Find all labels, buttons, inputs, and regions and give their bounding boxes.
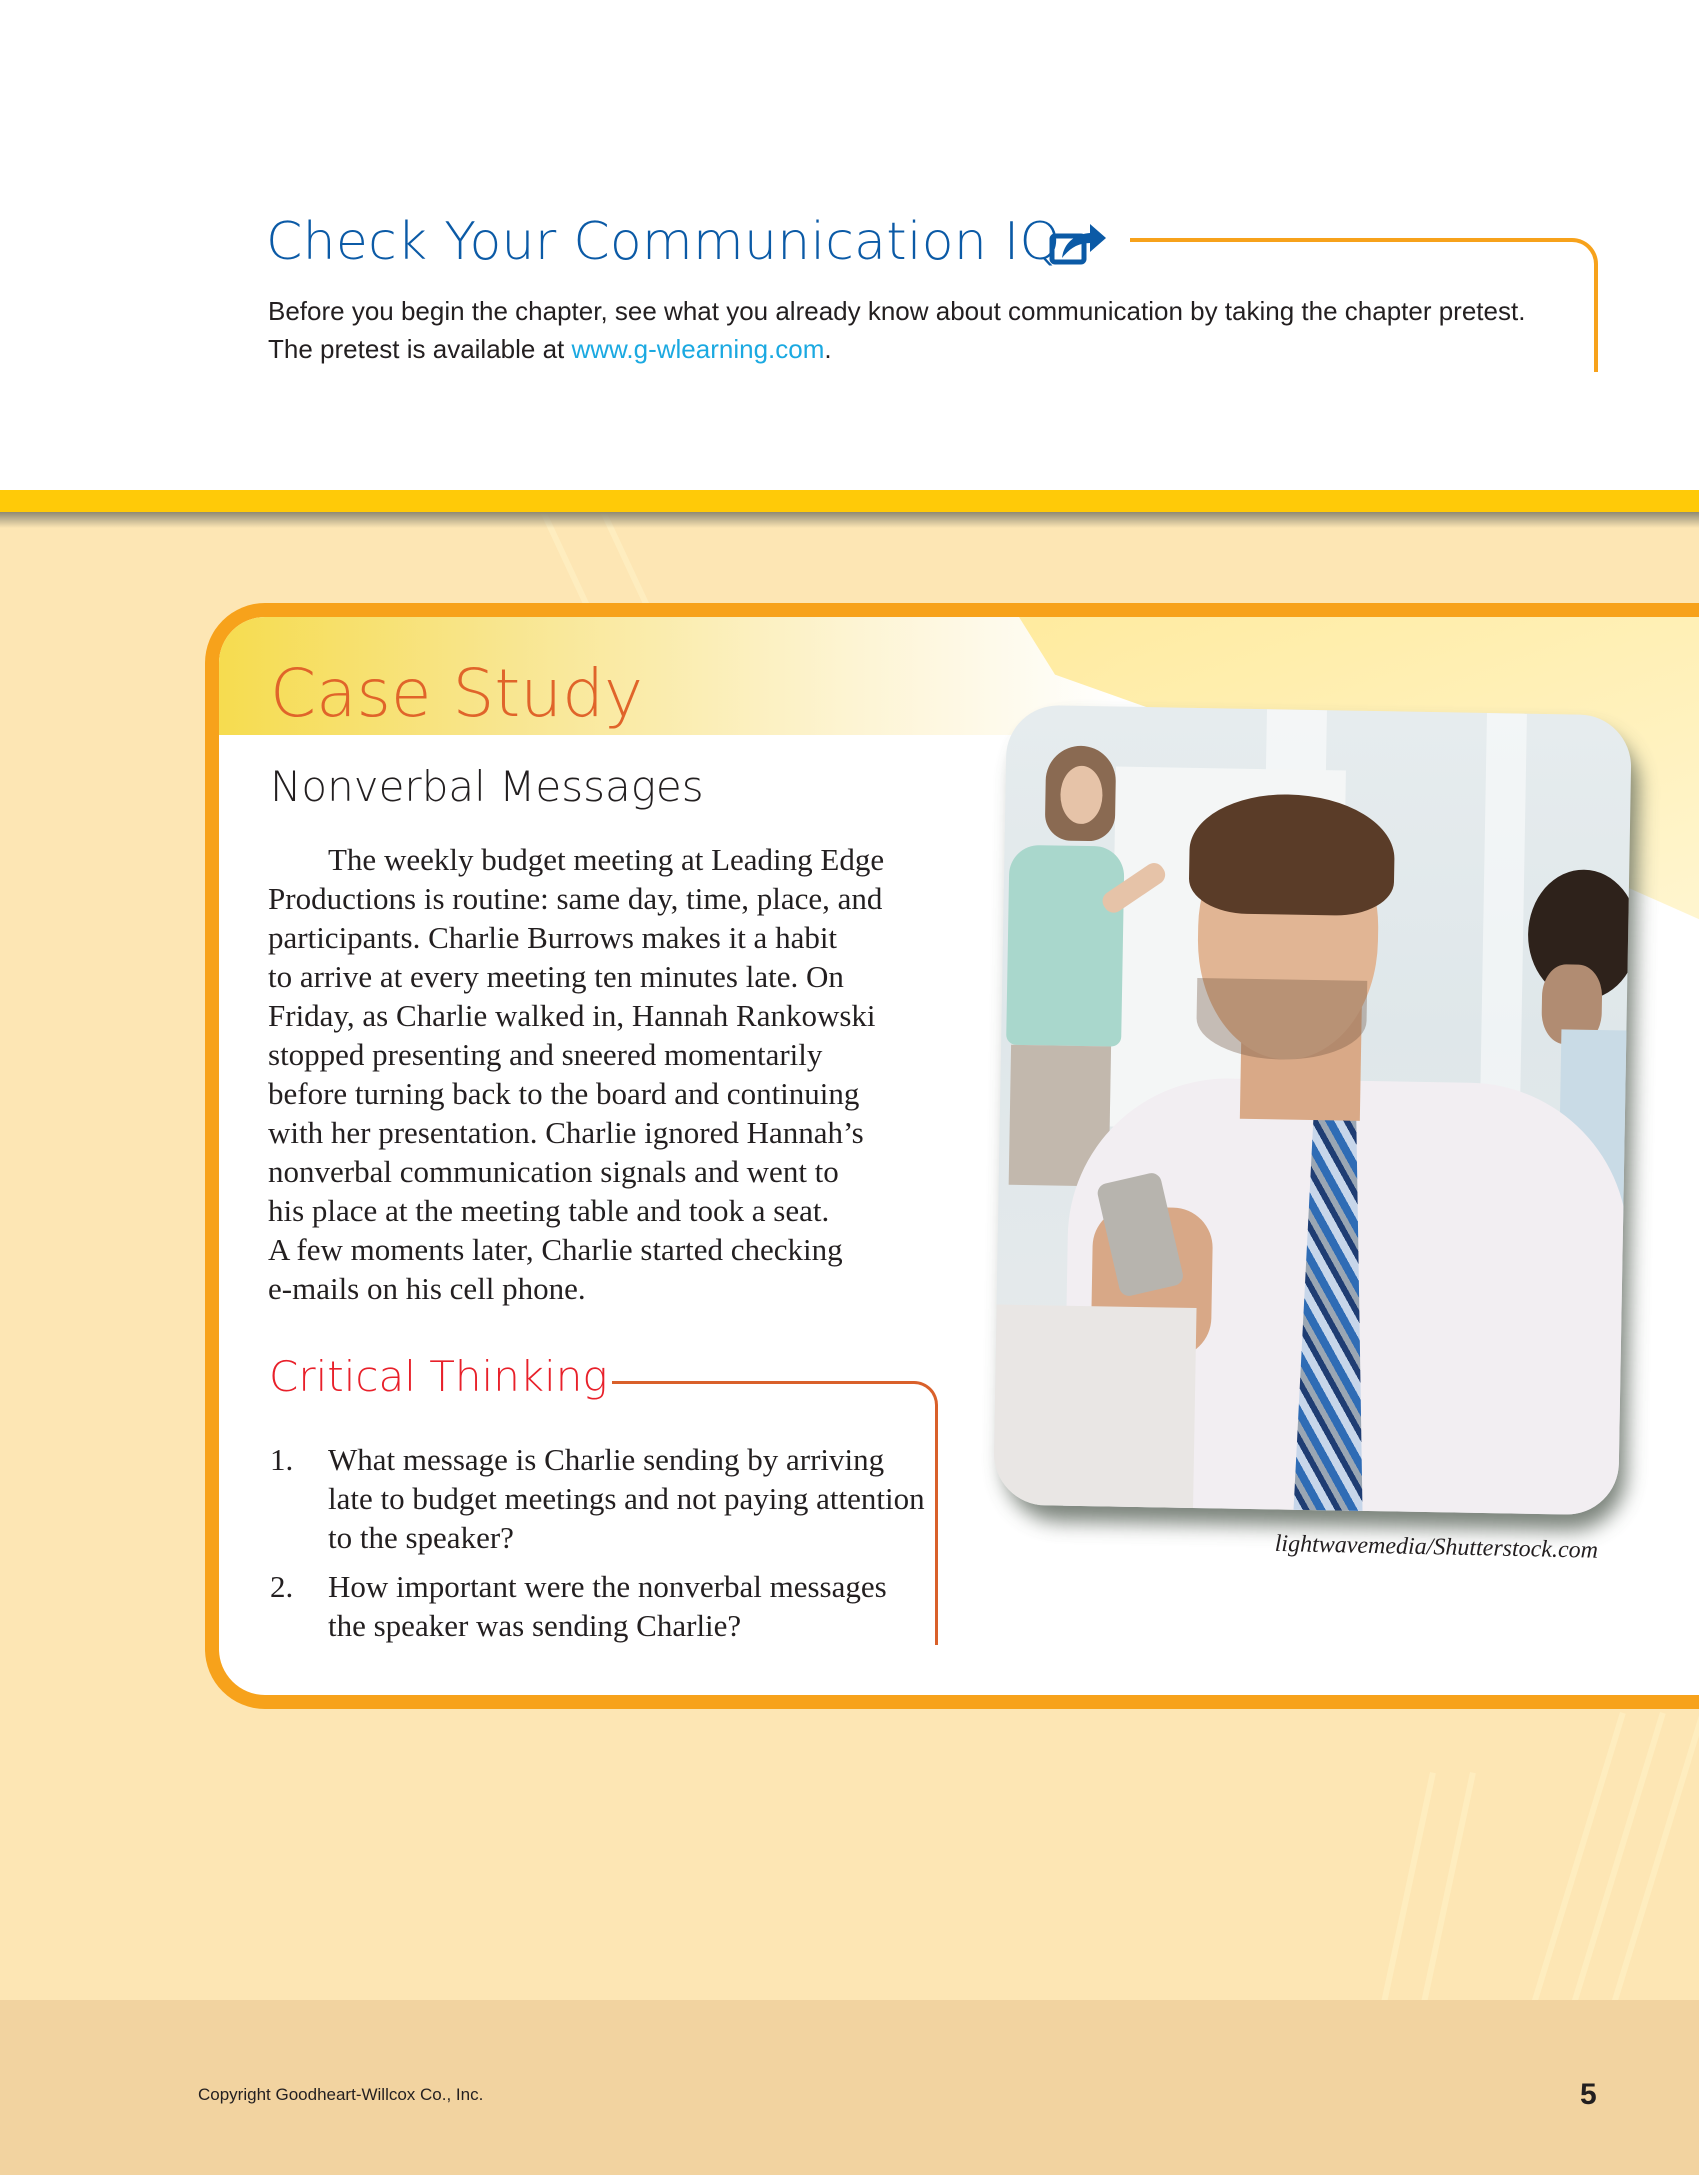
paragraph-line: with her presentation. Charlie ignored Hannah’s	[268, 1115, 864, 1150]
paragraph-line: A few moments later, Charlie started checking	[268, 1232, 843, 1267]
band-shadow	[0, 512, 1699, 528]
check-iq-title: Check Your Communication IQ	[266, 212, 1061, 272]
paragraph-line: Productions is routine: same day, time, place, and	[268, 881, 883, 916]
paragraph-line: participants. Charlie Burrows makes it a habit	[268, 920, 838, 955]
paragraph-line: stopped presenting and sneered momentarily	[268, 1037, 823, 1072]
question-number: 1.	[270, 1442, 294, 1477]
paragraph-line: to arrive at every meeting ten minutes late. On	[268, 959, 844, 994]
paragraph-line: Friday, as Charlie walked in, Hannah Rankowski	[268, 998, 876, 1033]
paragraph-line: before turning back to the board and continuing	[268, 1076, 860, 1111]
critical-thinking-questions	[270, 1440, 930, 1655]
critical-thinking-title: Critical Thinking	[269, 1352, 612, 1401]
case-study-paragraph	[268, 840, 948, 1308]
case-study-subtitle: Nonverbal Messages	[270, 762, 704, 811]
yellow-divider-band	[0, 490, 1699, 512]
iq-intro-prefix: Before you begin the chapter, see what you already know about communication by taking the chapter pretest. The pretest is available at	[268, 296, 1526, 364]
question-item	[270, 1440, 930, 1557]
paragraph-line: The weekly budget meeting at Leading Edge	[328, 842, 885, 877]
paragraph-line: e-mails on his cell phone.	[268, 1271, 586, 1306]
photo-credit: lightwavemedia/Shutterstock.com	[1274, 1530, 1599, 1564]
iq-intro-text	[268, 292, 1528, 368]
paragraph-line: his place at the meeting table and took a seat.	[268, 1193, 830, 1228]
case-study-photo	[993, 705, 1632, 1516]
question-text: What message is Charlie sending by arriving late to budget meetings and not paying attention to the speaker?	[328, 1442, 925, 1555]
paragraph-line: nonverbal communication signals and went to	[268, 1154, 839, 1189]
share-icon[interactable]	[1048, 218, 1108, 266]
page-number: 5	[1580, 2078, 1597, 2111]
case-study-heading: Case Study	[270, 655, 644, 732]
question-text: How important were the nonverbal messages the speaker was sending Charlie?	[328, 1569, 887, 1643]
iq-intro-suffix: .	[824, 334, 832, 364]
copyright-notice: Copyright Goodheart-Willcox Co., Inc.	[198, 2085, 484, 2104]
question-item	[270, 1567, 930, 1645]
question-number: 2.	[270, 1569, 294, 1604]
g-wlearning-link[interactable]: www.g-wlearning.com	[571, 334, 825, 364]
